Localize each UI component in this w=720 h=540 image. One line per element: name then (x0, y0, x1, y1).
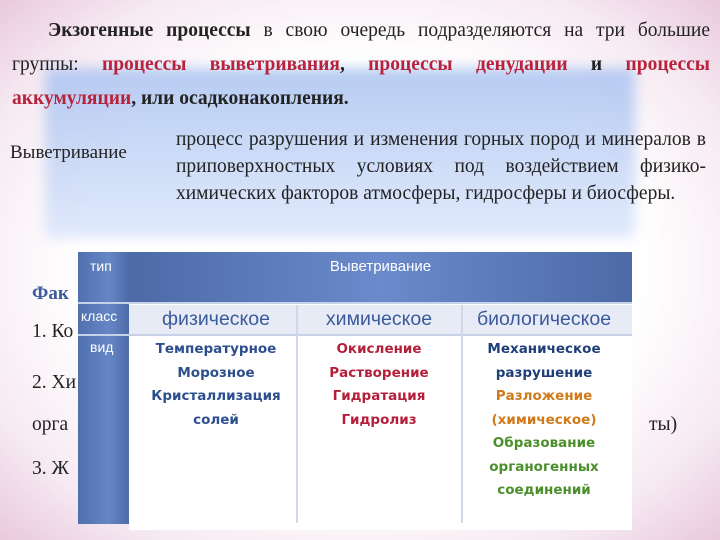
intro-weathering: процессы выветривания (101, 54, 340, 75)
physical-types (136, 338, 296, 432)
intro-sep: , (339, 54, 369, 75)
class-physical: физическое (162, 308, 270, 330)
table-title: Выветривание (329, 258, 432, 275)
row-divider (78, 302, 632, 304)
list-item: Гидратация (332, 388, 426, 404)
intro-term: Экзогенные процессы (48, 20, 251, 41)
intro-text: в свою очередь подразделяются на три большие группы: (12, 20, 710, 75)
list-item: разрушение (495, 364, 593, 381)
intro-and: и (567, 54, 626, 75)
class-biological: биологическое (476, 308, 612, 330)
intro-paragraph (12, 14, 710, 116)
list-item: Температурное (155, 341, 277, 357)
class-label: класс (81, 308, 118, 324)
factors-heading: Фак (32, 283, 69, 304)
list-item: Морозное (177, 364, 255, 381)
col-divider (461, 305, 463, 523)
intro-accumulation: процессы аккумуляции (12, 54, 710, 109)
definition-text: процесс разрушения и изменения горных пород и минералов в приповерхностных условиях под воздействием физико-химических факторов атмосферы, гидросферы и биосферы. (176, 129, 706, 204)
list-item: Механическое (487, 341, 601, 357)
col-divider (296, 305, 298, 523)
list-item: Окисление (336, 341, 422, 357)
list-item-2-cont: орга (32, 414, 69, 435)
list-item: (химическое) (491, 411, 597, 428)
class-chemical: химическое (325, 308, 433, 330)
list-item: органогенных (489, 458, 599, 475)
kind-label: вид (90, 339, 114, 355)
biological-types (464, 338, 624, 503)
type-label: тип (90, 258, 112, 274)
list-item: солей (193, 411, 239, 428)
table-left-column (78, 252, 129, 524)
definition-term: Выветривание (10, 142, 127, 163)
list-item: Разложение (495, 388, 593, 404)
list-item-1: 1. Ко (32, 321, 74, 342)
list-item: Растворение (329, 364, 429, 381)
intro-denudation: процессы денудации (368, 54, 568, 75)
list-item: Гидролиз (341, 411, 417, 428)
list-item: соединений (497, 482, 591, 498)
chemical-types (299, 338, 459, 432)
row-divider (78, 334, 632, 336)
list-item: Образование (492, 435, 596, 451)
weathering-table (78, 252, 632, 530)
list-item-2: 2. Хи (32, 372, 77, 393)
intro-sedimentation: , или осадконакопления. (131, 88, 349, 109)
list-item: Кристаллизация (151, 388, 281, 404)
list-item-2-end: ты) (649, 414, 678, 435)
list-item-3: 3. Ж (32, 458, 69, 479)
